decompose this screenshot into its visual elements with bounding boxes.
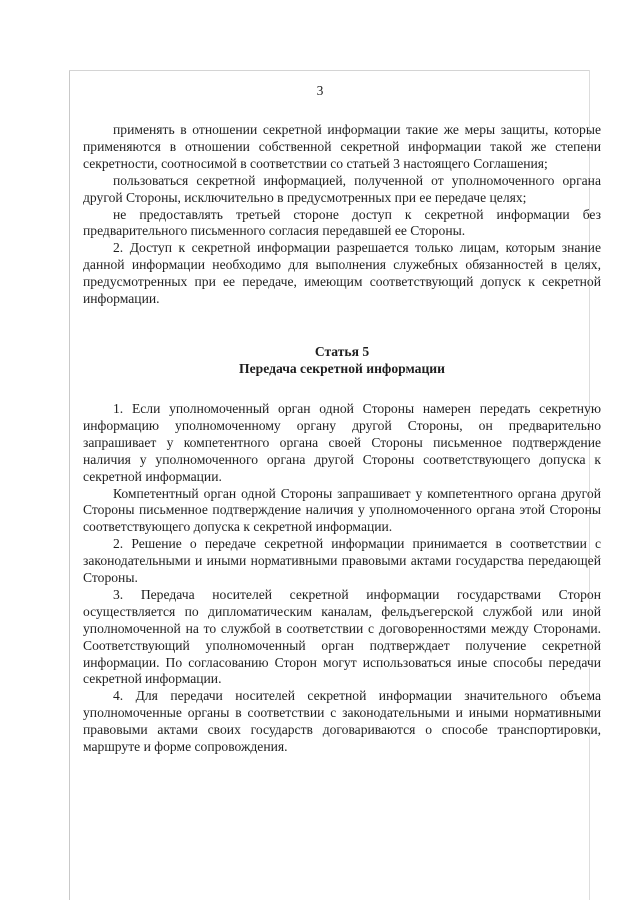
paragraph: 4. Для передачи носителей секретной информации значительного объема уполномоченные органы в соответствии с законодательными и иными нормативными правовыми актами своих государств договариваются о способе транспортировки, маршруте и форме сопровождения.: [83, 688, 601, 755]
article-title: Передача секретной информации: [239, 360, 445, 376]
paragraph: 1. Если уполномоченный орган одной Стороны намерен передать секретную информацию уполномоченному органу другой Стороны, он предварительно запрашивает у компетентного органа своей Стороны письменное подтверждение наличия у уполномоченного органа другой Стороны соответствующего допуска к секретной информации.: [83, 400, 601, 484]
article-heading: [83, 343, 601, 377]
paragraph: пользоваться секретной информацией, полученной от уполномоченного органа другой Стороны, исключительно в предусмотренных при ее передаче целях;: [83, 172, 601, 205]
paragraph: применять в отношении секретной информации такие же меры защиты, которые применяются в отношении собственной секретной информации такой же степени секретности, соотносимой в соответствии со статьей 3 настоящего Соглашения;: [83, 122, 601, 171]
document-body: [83, 122, 601, 756]
paragraph: 2. Доступ к секретной информации разрешается только лицам, которым знание данной информации необходимо для выполнения служебных обязанностей в целях, предусмотренных при ее передаче, имеющим соответствующий допуск к секретной информации.: [83, 240, 601, 307]
scan-edge-left: [69, 70, 70, 900]
scan-edge-top: [69, 70, 589, 71]
article-number: Статья 5: [314, 343, 370, 359]
paragraph: 2. Решение о передаче секретной информации принимается в соответствии с законодательными и иными нормативными правовыми актами государства передающей Стороны.: [83, 536, 601, 586]
paragraph: Компетентный орган одной Стороны запрашивает у компетентного органа другой Стороны письменное подтверждение наличия у уполномоченного органа этой Стороны соответствующего допуска к секретной информации.: [83, 485, 601, 535]
paragraph: не предоставлять третьей стороне доступ к секретной информации без предварительного письменного согласия передавшей ее Стороны.: [83, 206, 601, 239]
page-number: 3: [316, 83, 324, 98]
paragraph: 3. Передача носителей секретной информации государствами Сторон осуществляется по дипломатическим каналам, фельдъегерской службой или иной уполномоченной на то службой в соответствии с договоренностями между Сторонами. Соответствующий уполномоченный орган подтверждает получение секретной информации. По согласованию Сторон могут использоваться иные способы передачи секретной информации.: [83, 586, 601, 687]
